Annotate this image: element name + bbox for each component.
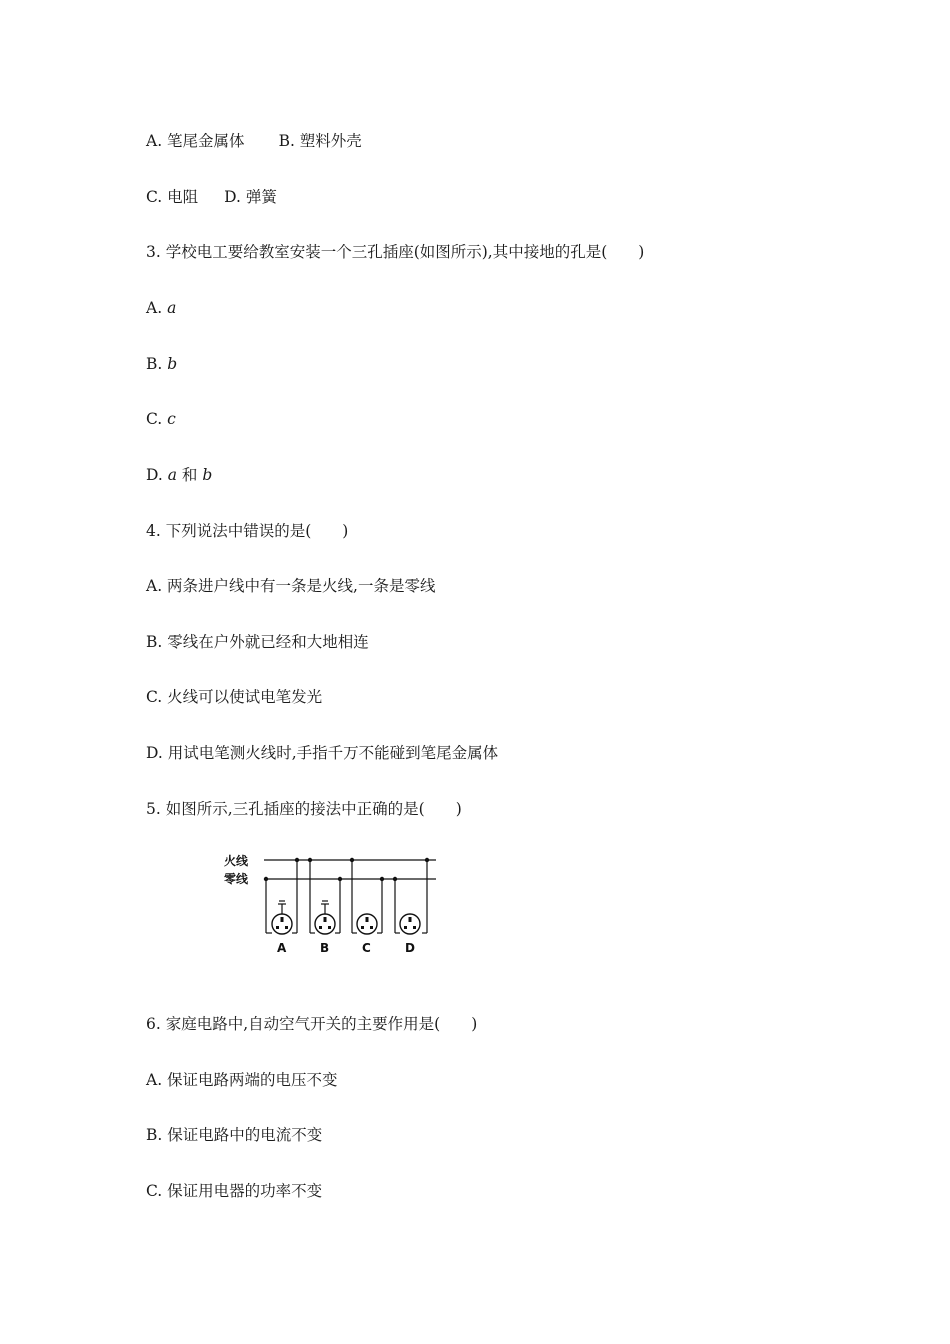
- q2-option-a: A. 笔尾金属体: [146, 132, 245, 150]
- q3-stem: 3. 学校电工要给教室安装一个三孔插座(如图所示),其中接地的孔是( ): [146, 243, 645, 261]
- q2-option-d: D. 弹簧: [224, 188, 277, 206]
- q3-option-b: B. b: [146, 355, 178, 373]
- q4-option-a: A. 两条进户线中有一条是火线,一条是零线: [146, 577, 436, 595]
- q4-option-d: D. 用试电笔测火线时,手指千万不能碰到笔尾金属体: [146, 744, 499, 762]
- q4-option-b: B. 零线在户外就已经和大地相连: [146, 633, 369, 651]
- q6-option-c: C. 保证用电器的功率不变: [146, 1182, 323, 1200]
- q3-option-c: C. c: [146, 410, 176, 428]
- q2-options-row-2: [146, 187, 277, 207]
- socket-label-a: A: [277, 941, 287, 955]
- neutral-wire-label: 零线: [224, 872, 249, 886]
- q2-options-row-1: [146, 131, 362, 151]
- q5-stem: 5. 如图所示,三孔插座的接法中正确的是( ): [146, 800, 462, 818]
- socket-label-b: B: [320, 941, 330, 955]
- socket-label-d: D: [405, 941, 415, 955]
- q3-option-d: D. a 和 b: [146, 466, 213, 484]
- live-wire-label: 火线: [224, 854, 249, 868]
- q6-option-b: B. 保证电路中的电流不变: [146, 1126, 323, 1144]
- socket-wiring-diagram: [222, 852, 444, 960]
- q2-option-b: B. 塑料外壳: [278, 132, 362, 150]
- q4-option-c: C. 火线可以使试电笔发光: [146, 688, 323, 706]
- q6-stem: 6. 家庭电路中,自动空气开关的主要作用是( ): [146, 1015, 478, 1033]
- q4-stem: 4. 下列说法中错误的是( ): [146, 522, 349, 540]
- socket-label-c: C: [362, 941, 371, 955]
- q6-option-a: A. 保证电路两端的电压不变: [146, 1071, 338, 1089]
- q2-option-c: C. 电阻: [146, 188, 199, 206]
- q3-option-a: A. a: [146, 299, 177, 317]
